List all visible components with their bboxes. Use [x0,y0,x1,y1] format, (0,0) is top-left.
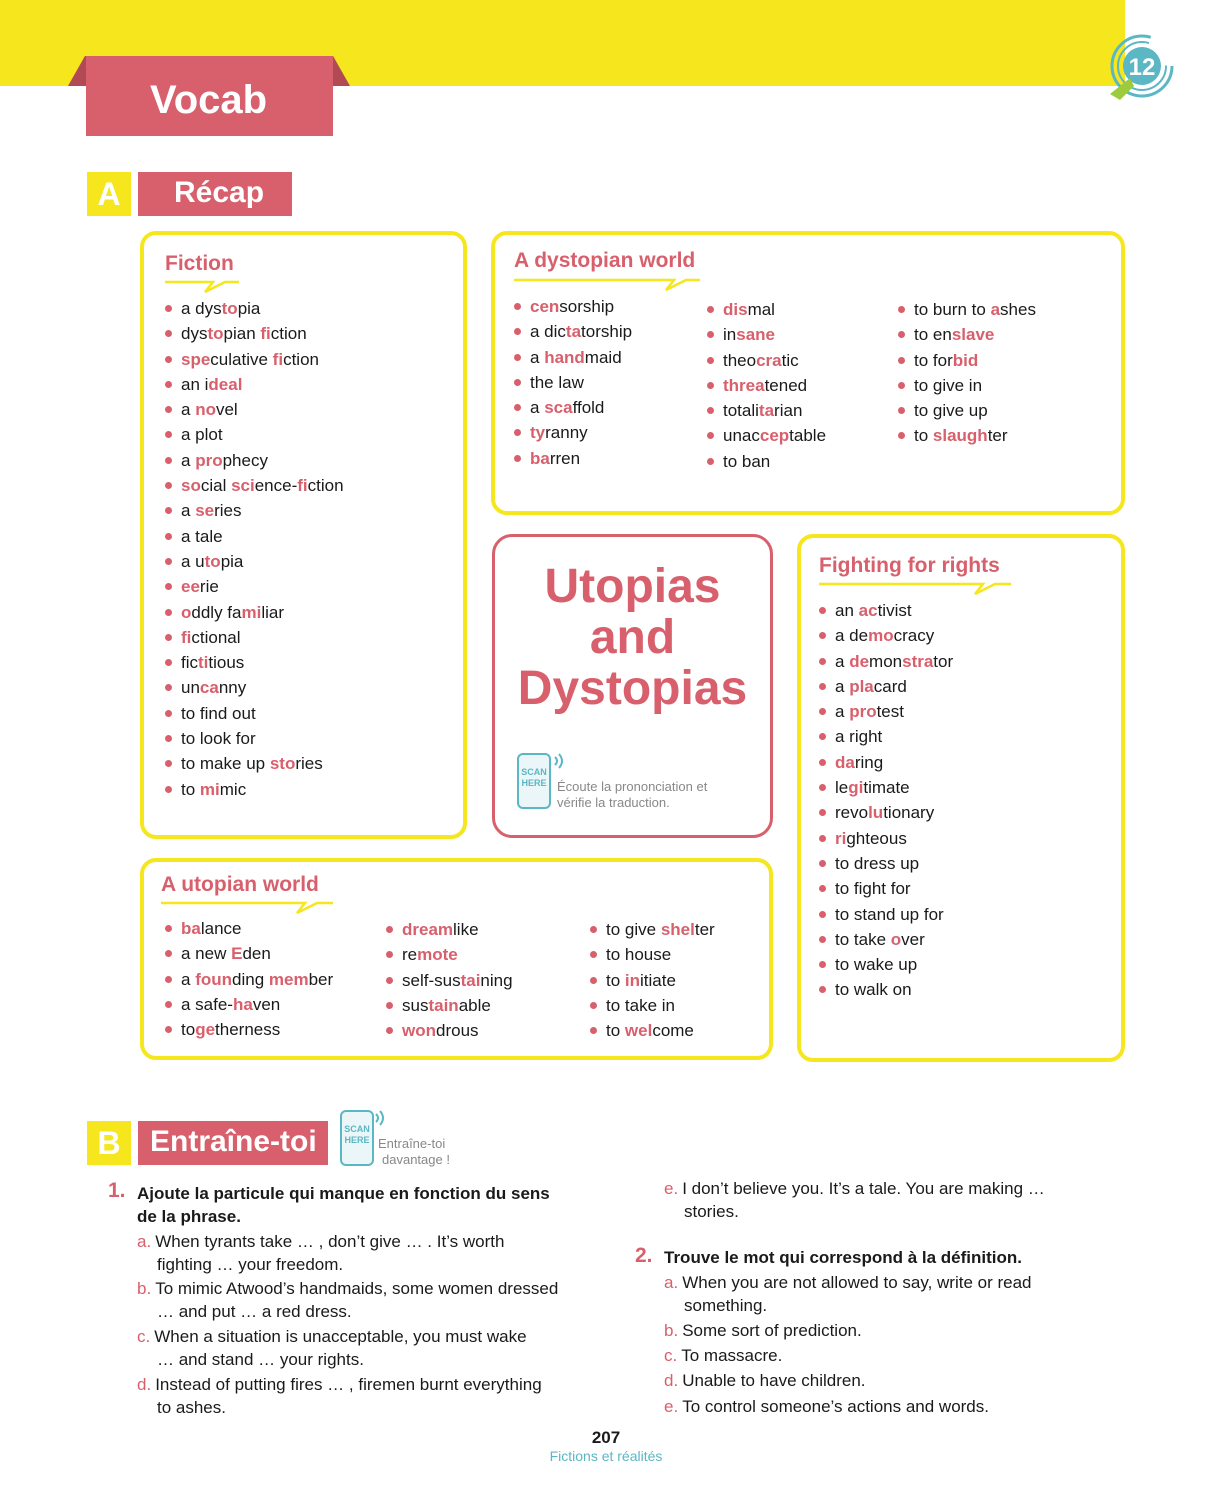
dystopian-col2 [707,297,826,474]
vocab-item: oddly familiar [165,600,344,625]
vocab-item: uncanny [165,675,344,700]
vocab-item: to wake up [819,952,953,977]
vocab-item: to stand up for [819,902,953,927]
utopian-box [140,858,773,1060]
section-a-label: Récap [138,172,292,216]
sound-waves-icon [374,1108,390,1128]
vocab-item: righteous [819,826,953,851]
vocab-item: insane [707,322,826,347]
vocab-item: eerie [165,574,344,599]
vocab-item: social science-fiction [165,473,344,498]
utopian-col3 [590,917,715,1043]
vocab-item: fictional [165,625,344,650]
exercise-1-question: Ajoute la particule qui manque en fonction du sens de la phrase. [137,1184,550,1226]
vocab-item: dystopian fiction [165,321,344,346]
title-underline [514,277,700,293]
exercise-2-item-d: d. Unable to have children. [664,1371,866,1390]
vocab-item: barren [514,446,632,471]
title-underline [161,900,333,916]
dystopian-box [491,231,1125,515]
vocab-item: a protest [819,699,953,724]
vocab-item: to enslave [898,322,1036,347]
scan-text-2: vérifie la traduction. [557,795,670,810]
dystopian-title: A dystopian world [514,249,696,272]
dystopian-col3 [898,297,1036,449]
vocab-item: a utopia [165,549,344,574]
exercise-1-number: 1. [108,1179,126,1202]
unit-number: 12 [1128,54,1156,81]
vocab-item: censorship [514,294,632,319]
exercise-2-item-e: e. To control someone’s actions and words. [664,1397,989,1416]
vocab-item: fictitious [165,650,344,675]
vocab-item: threatened [707,373,826,398]
vocab-item: to ban [707,449,826,474]
vocab-item: unacceptable [707,423,826,448]
vocab-item: to welcome [590,1018,715,1043]
vocab-item: a handmaid [514,345,632,370]
vocab-item: wondrous [386,1018,513,1043]
theme-title-line1: Utopias [544,560,721,613]
vocab-item: a dictatorship [514,319,632,344]
vocab-item: togetherness [165,1017,333,1042]
vocab-item: to dress up [819,851,953,876]
vocab-item: a demonstrator [819,649,953,674]
vocab-item: to walk on [819,977,953,1002]
vocab-item: daring [819,750,953,775]
vocab-item: dismal [707,297,826,322]
page-title: Vocab [86,56,333,136]
exercise-2-item-c: c. To massacre. [664,1346,783,1365]
vocab-item: self-sustaining [386,968,513,993]
exercise-2-item-b: b. Some sort of prediction. [664,1321,862,1340]
rights-title: Fighting for rights [819,554,1000,577]
phone-scan-icon: SCAN HERE [517,753,551,809]
vocab-item: to fight for [819,876,953,901]
vocab-item: a new Eden [165,941,333,966]
utopian-title: A utopian world [161,873,319,896]
vocab-item: tyranny [514,420,632,445]
scan-text-2: davantage ! [382,1152,450,1167]
dystopian-col1 [514,294,632,471]
vocab-item: to make up stories [165,751,344,776]
theme-title [495,561,770,714]
fiction-title: Fiction [165,252,234,275]
vocab-item: a prophecy [165,448,344,473]
exercise-1-item-b: b. To mimic Atwood’s handmaids, some women dressed … and put … a red dress. [137,1279,559,1321]
vocab-item: totalitarian [707,398,826,423]
utopian-col2 [386,917,513,1043]
unit-badge [1108,34,1176,102]
vocab-item: revolutionary [819,800,953,825]
vocab-item: a safe-haven [165,992,333,1017]
vocab-item: sustainable [386,993,513,1018]
vocab-item: to burn to ashes [898,297,1036,322]
rights-box [797,534,1125,1062]
vocab-item: to slaughter [898,423,1036,448]
vocab-item: an ideal [165,372,344,397]
vocab-item: a dystopia [165,296,344,321]
fiction-box [140,231,467,839]
section-b-letter: B [87,1121,131,1165]
vocab-item: to mimic [165,777,344,802]
rights-list [819,598,953,1003]
vocab-item: to find out [165,701,344,726]
exercise-1-item-a: a. When tyrants take … , don’t give … . It’s worth fighting … your freedom. [137,1232,505,1274]
exercise-2-item-a: a. When you are not allowed to say, write or read something. [664,1273,1032,1315]
vocab-item: to give shelter [590,917,715,942]
title-underline [819,581,1011,597]
scan-text-1: Écoute la prononciation et [557,779,708,794]
exercise-2-number: 2. [635,1244,653,1267]
utopian-col1 [165,916,333,1042]
theme-title-line3: Dystopias [517,662,748,715]
vocab-item: balance [165,916,333,941]
vocab-item: a tale [165,524,344,549]
vocab-item: a placard [819,674,953,699]
vocab-item: a novel [165,397,344,422]
vocab-item: a scaffold [514,395,632,420]
vocab-item: remote [386,942,513,967]
scan-text-1: Entraîne-toi [378,1136,446,1151]
section-a-letter: A [87,172,131,216]
exercise-1-item-d: d. Instead of putting fires … , firemen burnt everything to ashes. [137,1375,542,1417]
sound-waves-icon [553,751,569,771]
exercise-1-item-e: e. I don’t believe you. It’s a tale. You are making … stories. [664,1179,1045,1221]
theme-title-box [492,534,773,838]
vocab-item: theocratic [707,348,826,373]
phone-scan-icon: SCAN HERE [340,1110,374,1166]
vocab-item: to initiate [590,968,715,993]
vocab-item: to house [590,942,715,967]
vocab-item: legitimate [819,775,953,800]
section-b-label: Entraîne-toi [138,1121,328,1165]
fiction-list [165,296,344,802]
book-section-title: Fictions et réalités [549,1448,663,1464]
vocab-item: to give in [898,373,1036,398]
vocab-item: an activist [819,598,953,623]
title-underline [165,279,239,295]
vocab-item: to take over [819,927,953,952]
vocab-item: a right [819,724,953,749]
vocab-item: to look for [165,726,344,751]
exercise-1-item-c: c. When a situation is unacceptable, you must wake … and stand … your rights. [137,1327,527,1369]
exercise-2-question: Trouve le mot qui correspond à la définition. [664,1248,1022,1267]
vocab-item: to take in [590,993,715,1018]
vocab-item: dreamlike [386,917,513,942]
vocab-item: a plot [165,422,344,447]
vocab-item: a democracy [819,623,953,648]
vocab-item: speculative fiction [165,347,344,372]
vocab-item: a founding member [165,967,333,992]
vocab-item: to forbid [898,348,1036,373]
page-number: 207 [591,1428,621,1447]
vocab-item: the law [514,370,632,395]
theme-title-line2: and [589,611,676,664]
vocab-item: to give up [898,398,1036,423]
vocab-item: a series [165,498,344,523]
